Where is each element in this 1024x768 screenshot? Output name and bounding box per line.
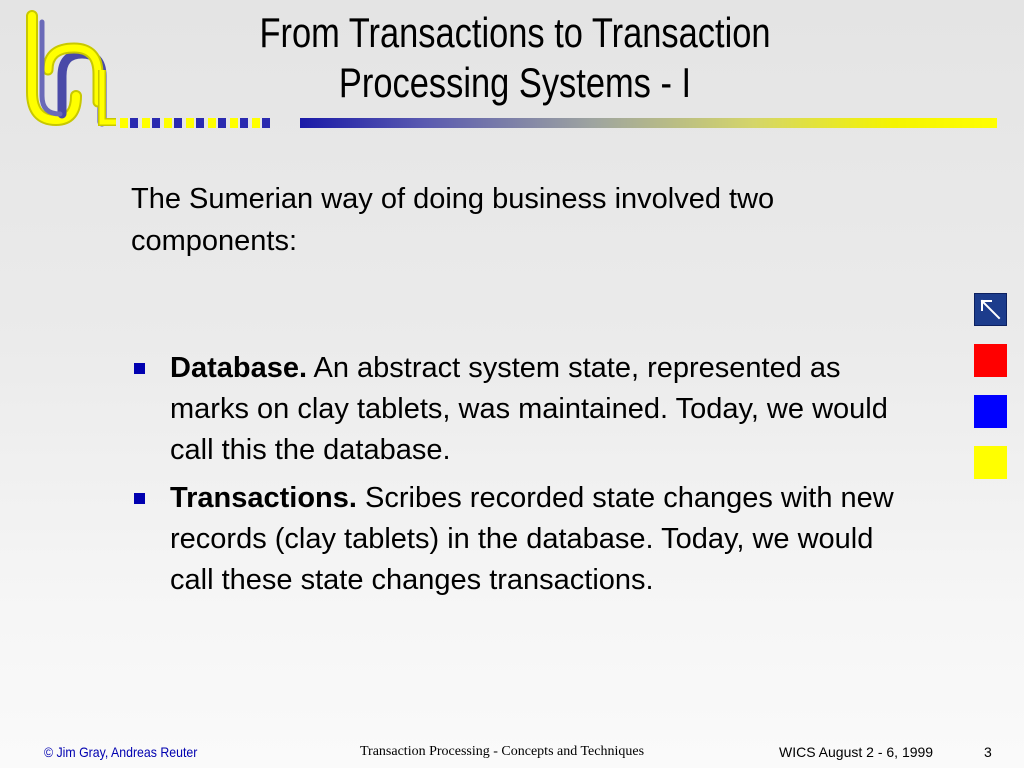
arrow-up-left-icon — [975, 294, 1006, 325]
bullet-item-transactions — [131, 478, 911, 601]
title-gradient-rule — [300, 118, 997, 128]
footer-course-title: Transaction Processing - Concepts and Techniques — [360, 744, 645, 759]
slide-title-line-1: From Transactions to Transaction — [259, 9, 771, 56]
intro-text: The Sumerian way of doing business involved two components: — [131, 183, 775, 257]
square-bullet-icon — [134, 493, 145, 504]
square-bullet-icon — [134, 363, 145, 374]
nav-blue-button[interactable] — [974, 395, 1007, 428]
bullet-item-database — [131, 348, 911, 471]
footer-event: WICS August 2 - 6, 1999 — [779, 744, 934, 760]
bullet-text: An abstract system state, represented as marks on clay tablets, was maintained. Today, we would call this the database. — [170, 352, 888, 466]
nav-link-button[interactable] — [974, 293, 1007, 326]
nav-yellow-button[interactable] — [974, 446, 1007, 479]
slide-title-line-2: Processing Systems - I — [338, 59, 692, 106]
bullet-term: Database. — [170, 352, 308, 384]
footer-copyright: © Jim Gray, Andreas Reuter — [44, 744, 198, 760]
slide-title — [160, 8, 870, 108]
bullet-term: Transactions. — [170, 482, 357, 514]
bullet-text: Scribes recorded state changes with new records (clay tablets) in the database. Today, we would call these state changes transactions. — [170, 482, 894, 596]
nav-red-button[interactable] — [974, 344, 1007, 377]
page-number: 3 — [984, 744, 992, 760]
bullet-list — [131, 348, 911, 608]
